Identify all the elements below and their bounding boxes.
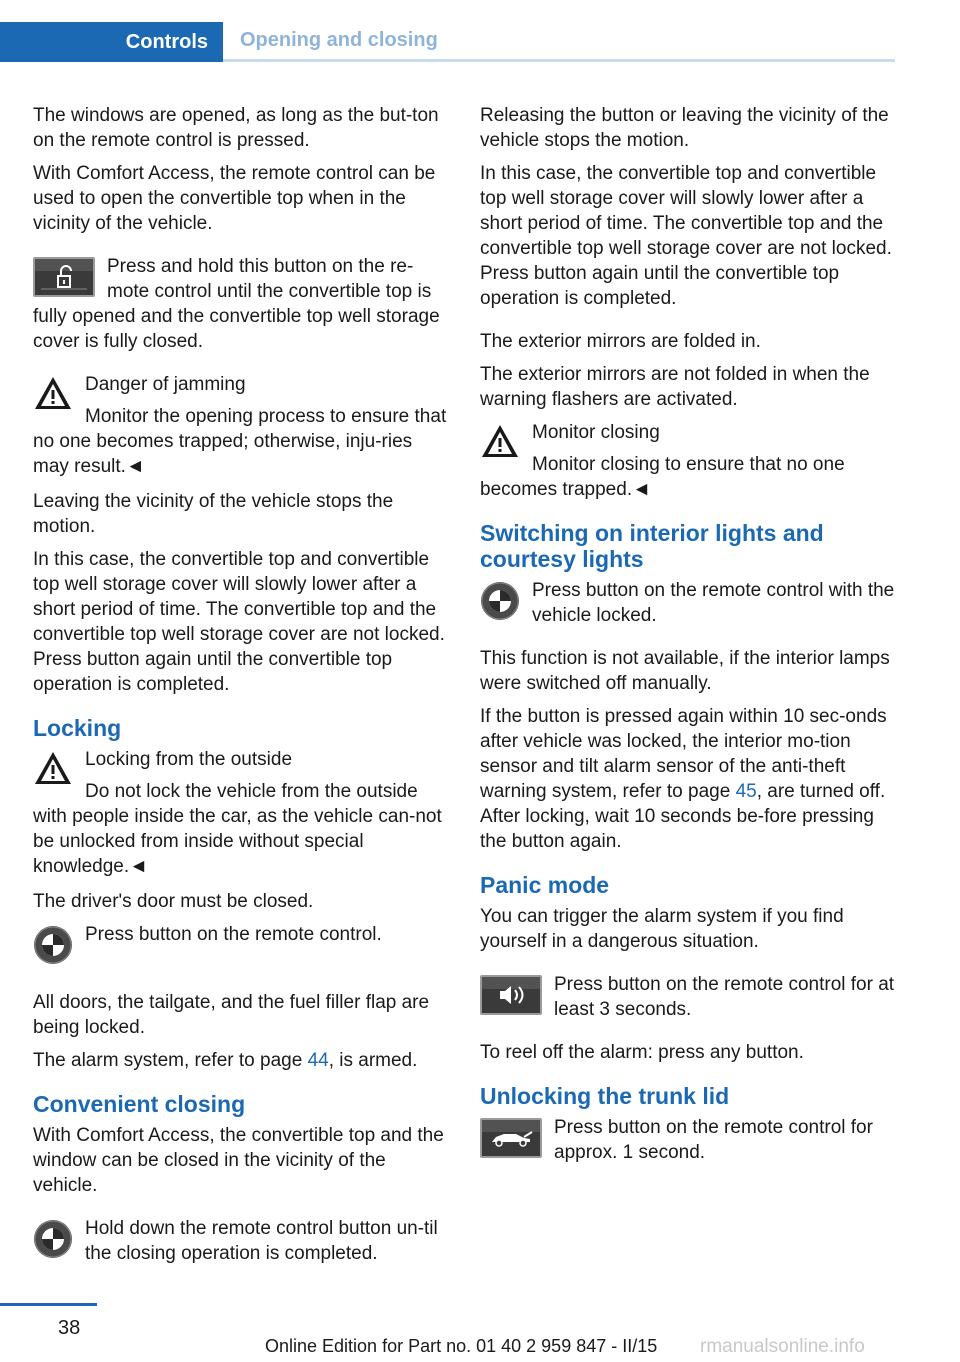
- section-tab-controls: Controls: [0, 22, 223, 62]
- paragraph: The exterior mirrors are not folded in when the warning flashers are activated.: [480, 364, 870, 410]
- paragraph: All doors, the tailgate, and the fuel filler flap are being locked.: [33, 992, 430, 1038]
- heading-panic-mode: Panic mode: [480, 872, 610, 898]
- paragraph: To reel off the alarm: press any button.: [480, 1042, 804, 1063]
- warning-triangle-icon: [33, 750, 73, 793]
- paragraph-text: , are turned off. After locking, wait 10 seconds be-fore pressing the button again.: [480, 781, 886, 852]
- bmw-roundel-icon: [480, 581, 520, 628]
- warning-block: [33, 372, 451, 479]
- heading-convenient-closing: Convenient closing: [33, 1091, 246, 1117]
- paragraph: Press button on the remote control for at least 3 seconds.: [554, 974, 895, 1020]
- icon-paragraph: [33, 1216, 451, 1266]
- paragraph-text: , is armed.: [328, 1050, 418, 1071]
- car-trunk-button-icon: [480, 1118, 542, 1158]
- page-link-45[interactable]: 45: [735, 781, 757, 802]
- watermark: rmanualsonline.info: [700, 1336, 865, 1357]
- paragraph-text: The alarm system, refer to page: [33, 1050, 308, 1071]
- paragraph: Leaving the vicinity of the vehicle stops the motion.: [33, 491, 394, 537]
- section-tab-opening-closing: Opening and closing: [223, 22, 895, 62]
- heading-locking: Locking: [33, 715, 122, 741]
- left-column: [33, 103, 451, 1284]
- page-number: 38: [58, 1317, 81, 1339]
- warning-block: [480, 420, 898, 502]
- paragraph: With Comfort Access, the remote control can be used to open the convertible top when in the vicinity of the vehicle.: [33, 163, 436, 234]
- paragraph: [480, 704, 898, 854]
- page-header: [0, 0, 960, 64]
- heading-interior-lights: Switching on interior lights and courtesy lights: [480, 520, 824, 572]
- paragraph: The windows are opened, as long as the but-ton on the remote control is pressed.: [33, 105, 439, 151]
- warning-title: Locking from the outside: [85, 749, 293, 770]
- icon-paragraph: [480, 578, 898, 628]
- paragraph: This function is not available, if the interior lamps were switched off manually.: [480, 648, 890, 694]
- paragraph: Press button on the remote control.: [85, 924, 382, 945]
- paragraph: In this case, the convertible top and convertible top well storage cover will slowly lower after a short period of time. The convertible top and the convertible top well storage cover are not locked. Press button again until the convertible top operation is completed.: [480, 163, 892, 309]
- paragraph: [33, 1048, 451, 1073]
- footer-divider: [0, 1303, 97, 1306]
- right-column: [480, 103, 898, 1183]
- warning-text: Do not lock the vehicle from the outside with people inside the car, as the vehicle can-not be unlocked from inside without special knowledge.◄: [33, 781, 442, 877]
- warning-triangle-icon: [33, 375, 73, 418]
- warning-text: Monitor closing to ensure that no one becomes trapped.◄: [480, 454, 845, 500]
- edition-note: Online Edition for Part no. 01 40 2 959 847 - II/15: [265, 1336, 658, 1356]
- bmw-roundel-icon: [33, 1219, 73, 1266]
- paragraph: The driver's door must be closed.: [33, 891, 314, 912]
- warning-block: [33, 747, 451, 879]
- heading-unlocking-trunk: Unlocking the trunk lid: [480, 1083, 730, 1109]
- alarm-speaker-button-icon: [480, 975, 542, 1015]
- icon-paragraph: [33, 254, 451, 354]
- paragraph: The exterior mirrors are folded in.: [480, 331, 761, 352]
- paragraph: Hold down the remote control button un-til the closing operation is completed.: [85, 1218, 438, 1264]
- warning-title: Danger of jamming: [85, 374, 246, 395]
- paragraph: Releasing the button or leaving the vicinity of the vehicle stops the motion.: [480, 105, 889, 151]
- paragraph: With Comfort Access, the convertible top and the window can be closed in the vicinity of the vehicle.: [33, 1125, 444, 1196]
- warning-text: Monitor the opening process to ensure that no one becomes trapped; otherwise, inju-ries may result.◄: [33, 406, 447, 477]
- icon-paragraph: [33, 922, 451, 972]
- bmw-roundel-icon: [33, 925, 73, 972]
- paragraph: In this case, the convertible top and convertible top well storage cover will slowly lower after a short period of time. The convertible top and the convertible top well storage cover are not locked. Press button again until the convertible top operation is completed.: [33, 549, 445, 695]
- icon-paragraph: [480, 1115, 898, 1165]
- paragraph: Press button on the remote control with the vehicle locked.: [532, 580, 895, 626]
- page-link-44[interactable]: 44: [307, 1050, 329, 1071]
- paragraph: Press button on the remote control for approx. 1 second.: [554, 1117, 873, 1163]
- paragraph: Press and hold this button on the re-mote control until the convertible top is fully opened and the convertible top well storage cover is fully closed.: [33, 256, 440, 352]
- warning-title: Monitor closing: [532, 422, 660, 443]
- warning-triangle-icon: [480, 423, 520, 466]
- paragraph-text: If the button is pressed again within 10 sec-onds after vehicle was locked, the interior mo-tion sensor and tilt alarm sensor of the anti-theft warning system, refer to page: [480, 706, 887, 802]
- paragraph: You can trigger the alarm system if you find yourself in a dangerous situation.: [480, 906, 844, 952]
- icon-paragraph: [480, 972, 898, 1022]
- unlock-button-icon: [33, 257, 95, 297]
